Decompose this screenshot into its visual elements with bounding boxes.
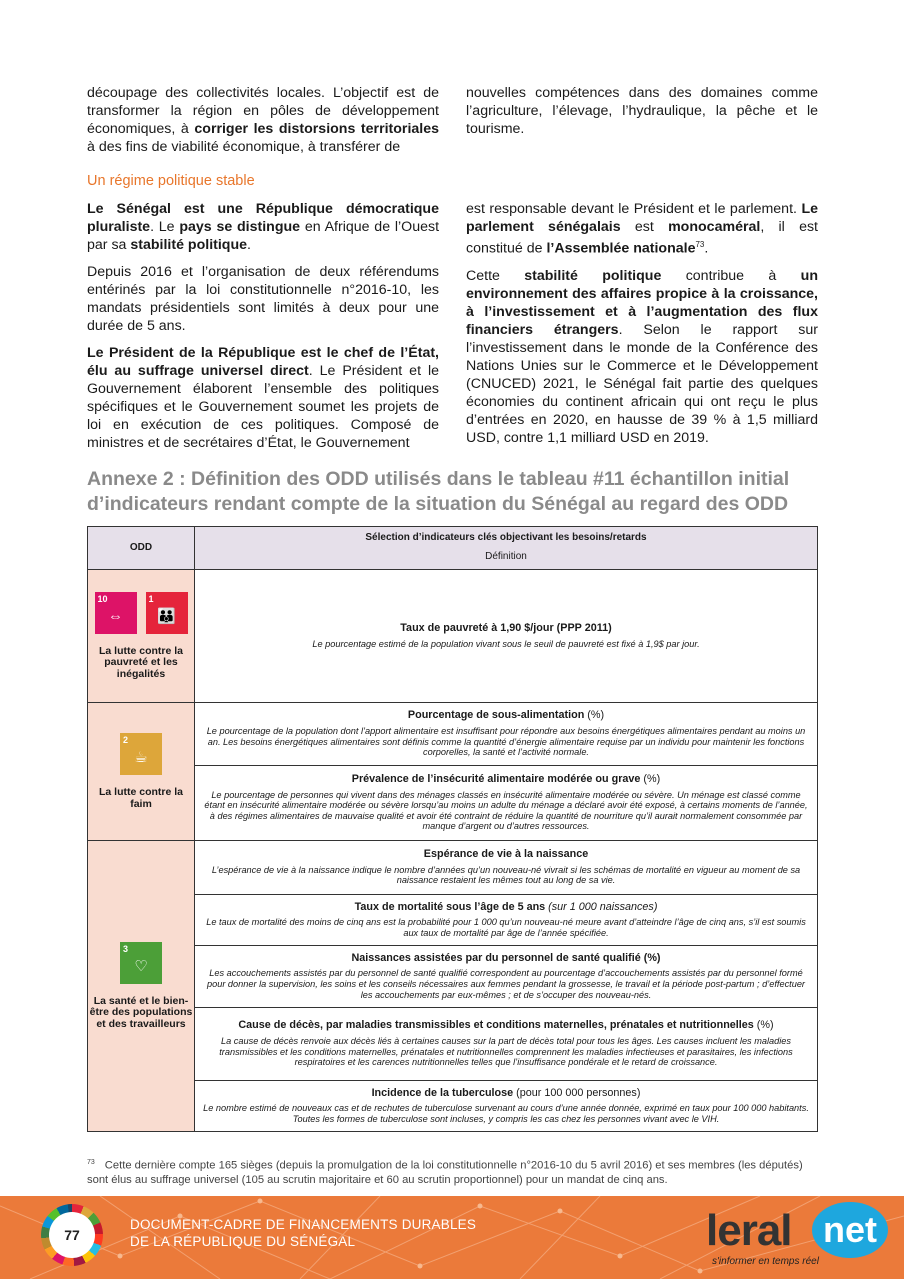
indicator-definition: Les accouchements assistés par du personnel de santé qualifié correspondent au pourcentage d’accouchements assistés par du personnel formé pour donner la supervision, les soins et les conseils nécessaires aux femmes pendant la grossesse, le travail et la période post-partum ; d’effectuer les accouchements par eux-mêmes ; et de s’occuper des nouveau-nés. [206, 968, 805, 1000]
indicator-definition: Le pourcentage estimé de la population vivant sous le seuil de pauvreté est fixé à 1,9$ par jour. [312, 638, 700, 649]
indicator-definition: L’espérance de vie à la naissance indique le nombre d’années qu’un nouveau-né vivrait si les schémas de mortalité en vigueur au moment de sa naissance restaient les mêmes tout au long de sa vie. [211, 864, 801, 886]
indicator-cell [195, 946, 818, 1008]
sdg-wheel-icon [41, 1204, 103, 1266]
footnote-number: 73 [87, 1159, 95, 1166]
indicator-title: Naissances assistées par du personnel de santé qualifié (%) [351, 951, 661, 964]
table-row [88, 895, 818, 946]
footer-title [130, 1217, 476, 1250]
indicator-definition: Le pourcentage de la population dont l’apport alimentaire est insuffisant pour répondre aux besoins énergétiques alimentaires pendant au moins un an. Les besoins énergétiques alimentaires sont définis comme la quantité d’énergie alimentaire requise par un individu pour maintenir les fonctions corporelles, la santé et l’activité normale. [206, 725, 806, 758]
indicator-cell [195, 703, 818, 766]
net-logo-badge: net [812, 1202, 888, 1258]
indicator-cell [195, 895, 818, 946]
table-row [88, 703, 818, 766]
indicator-cell [195, 1008, 818, 1081]
indicator-title: Taux de pauvreté à 1,90 $/jour (PPP 2011) [400, 621, 612, 634]
paragraph: est responsable devant le Président et le parlement. Le parlement sénégalais est monocaméral, il est constitué de l’Assemblée nationale$^{73}$. [466, 201, 819, 257]
indicator-cell [195, 1081, 818, 1132]
right-column [466, 200, 818, 456]
indicator-title: Cause de décès, par maladies transmissibles et conditions maternelles, prénatales et nutritionnelles (%) [238, 1019, 774, 1032]
header-selection [195, 527, 818, 570]
table-row [88, 841, 818, 895]
header-definition: Définition [485, 551, 527, 562]
table-row [88, 1081, 818, 1132]
odd-group-label: La lutte contre la pauvreté et les inégalités [98, 644, 183, 680]
indicator-title: Prévalence de l’insécurité alimentaire modérée ou grave (%) [351, 773, 661, 786]
footer-title-line1: DOCUMENT-CADRE DE FINANCEMENTS DURABLES [130, 1217, 477, 1232]
footer-title-line2: DE LA RÉPUBLIQUE DU SÉNÉGAL [130, 1233, 356, 1249]
odd-group-label: La lutte contre la faim [98, 786, 183, 810]
table-row [88, 766, 818, 841]
odd-group-label: La santé et le bien-être des populations et des travailleurs [89, 994, 193, 1030]
page-number: 77 [49, 1212, 95, 1258]
paragraph: Cette stabilité politique contribue à un environnement des affaires propice à la croissance, à l’investissement et à l’augmentation des flux financiers étrangers. Selon le rapport sur l’investissement dans le monde de la Conférence des Nations Unies sur le Commerce et le Développement (CNUCED) 2021, le Sénégal fait partie des quelques économies du continent africain qui ont reçu le plus d’entrées en 2020, en hausse de 39 % à 1,5 milliard USD, contre 1,1 milliard USD en 2019. [466, 267, 818, 446]
footnote-text: Cette dernière compte 165 sièges (depuis la promulgation de la loi constitutionnelle n°2016-10 du 5 avril 2016) et ses membres (les députés) sont élus au suffrage universel (105 au scrutin majoritaire et 60 au scrutin proportionnel) pour un mandat de cinq ans. [87, 1159, 803, 1187]
table-row [88, 570, 818, 703]
header-selection-title: Sélection d’indicateurs clés objectivant les besoins/retards [365, 532, 647, 544]
footnote [87, 1156, 818, 1188]
indicator-cell [195, 570, 818, 703]
header-odd: ODD [88, 527, 195, 570]
leral-logo-text: leral [706, 1206, 792, 1255]
zero-hunger-icon: 2 ☕ [120, 733, 162, 775]
table-row [88, 946, 818, 1008]
paragraph: Le Sénégal est une République démocratique pluraliste. Le pays se distingue en Afrique de l’Ouest par sa stabilité politique. [87, 201, 440, 253]
indicator-definition: Le taux de mortalité des moins de cinq ans est la probabilité pour 1 000 qu’un nouveau-né meure avant d’atteindre l’âge de cinq ans, s’il est soumis aux taux de mortalité par âge de l’année spécifiée. [206, 917, 806, 938]
odd-group-cell [88, 570, 195, 703]
indicator-definition: Le nombre estimé de nouveaux cas et de rechutes de tuberculose survenant au cours d’une année donnée, exprimé en taux pour 100 000 habitants. Toutes les formes de tuberculose sont incluses, y compris les cas chez les personnes vivant avec le VIH. [203, 1103, 809, 1124]
odd-table [87, 526, 818, 1132]
indicator-title: Espérance de vie à la naissance [423, 848, 589, 861]
indicator-definition: La cause de décès renvoie aux décès liés à certaines causes sur la part de décès total pour tous les âges. Les causes incluent les maladies transmissibles et les conditions maternelles, prénatales et nutritionnelles comprennent les maladies infectieuses et parasitaires, les infections respiratoires et les carences nutritionnelles telles que l’insuffisance pondérale et le retard de croissance. [219, 1035, 793, 1068]
reduced-inequalities-icon: 10 ⇔ [95, 592, 137, 634]
indicator-cell [195, 766, 818, 841]
top-right-paragraph: nouvelles compétences dans des domaines comme l’agriculture, l’élevage, l’hydraulique, la pêche et le tourisme. [466, 85, 818, 137]
left-column [87, 200, 439, 461]
indicator-cell [195, 841, 818, 895]
odd-group-cell [88, 841, 195, 1132]
good-health-icon: 3 ♡ [120, 942, 162, 984]
table-header-row [88, 527, 818, 570]
indicator-title: Pourcentage de sous-alimentation (%) [407, 709, 605, 722]
page-footer [0, 1196, 904, 1279]
indicator-definition: Le pourcentage de personnes qui vivent dans des ménages classés en insécurité alimentaire modérée ou sévère. Un ménage est classé comme étant en insécurité alimentaire modérée ou sévère lorsqu’au moins un adulte du ménage a déclaré avoir été exposé, à certains moments de l’année, à des régimes alimentaires de mauvaise qualité et avoir été contraint de réduire la quantité de nourriture qu’il aurait normalement consommée par manque d’argent ou d’autres ressources. [204, 789, 808, 832]
indicator-title: Taux de mortalité sous l’âge de 5 ans (sur 1 000 naissances) [354, 900, 658, 913]
no-poverty-icon: 1 👪 [146, 592, 188, 634]
top-left-paragraph: découpage des collectivités locales. L’objectif est de transformer la région en pôles de développement économiques, à corriger les distorsions territoriales à des fins de viabilité économique, à transférer de [87, 85, 440, 155]
paragraph: Depuis 2016 et l’organisation de deux référendums entérinés par la loi constitutionnelle n°2016-10, les mandats présidentiels sont limités à deux pour une durée de 5 ans. [87, 264, 439, 334]
table-row [88, 1008, 818, 1081]
section-heading: Un régime politique stable [87, 173, 255, 189]
logo-tagline: s'informer en temps réel [712, 1256, 819, 1267]
odd-group-cell [88, 703, 195, 841]
annex-title: Annexe 2 : Définition des ODD utilisés dans le tableau #11 échantillon initial d’indicateurs rendant compte de la situation du Sénégal au regard des ODD [87, 468, 790, 515]
paragraph: Le Président de la République est le chef de l’État, élu au suffrage universel direct. Le Président et le Gouvernement élaborent l’ensemble des politiques spécifiques et le Gouvernement soumet les projets de loi en exécution de ces politiques. Composé de ministres et de secrétaires d’État, le Gouvernement [87, 345, 439, 451]
indicator-title: Incidence de la tuberculose (pour 100 000 personnes) [371, 1086, 641, 1099]
